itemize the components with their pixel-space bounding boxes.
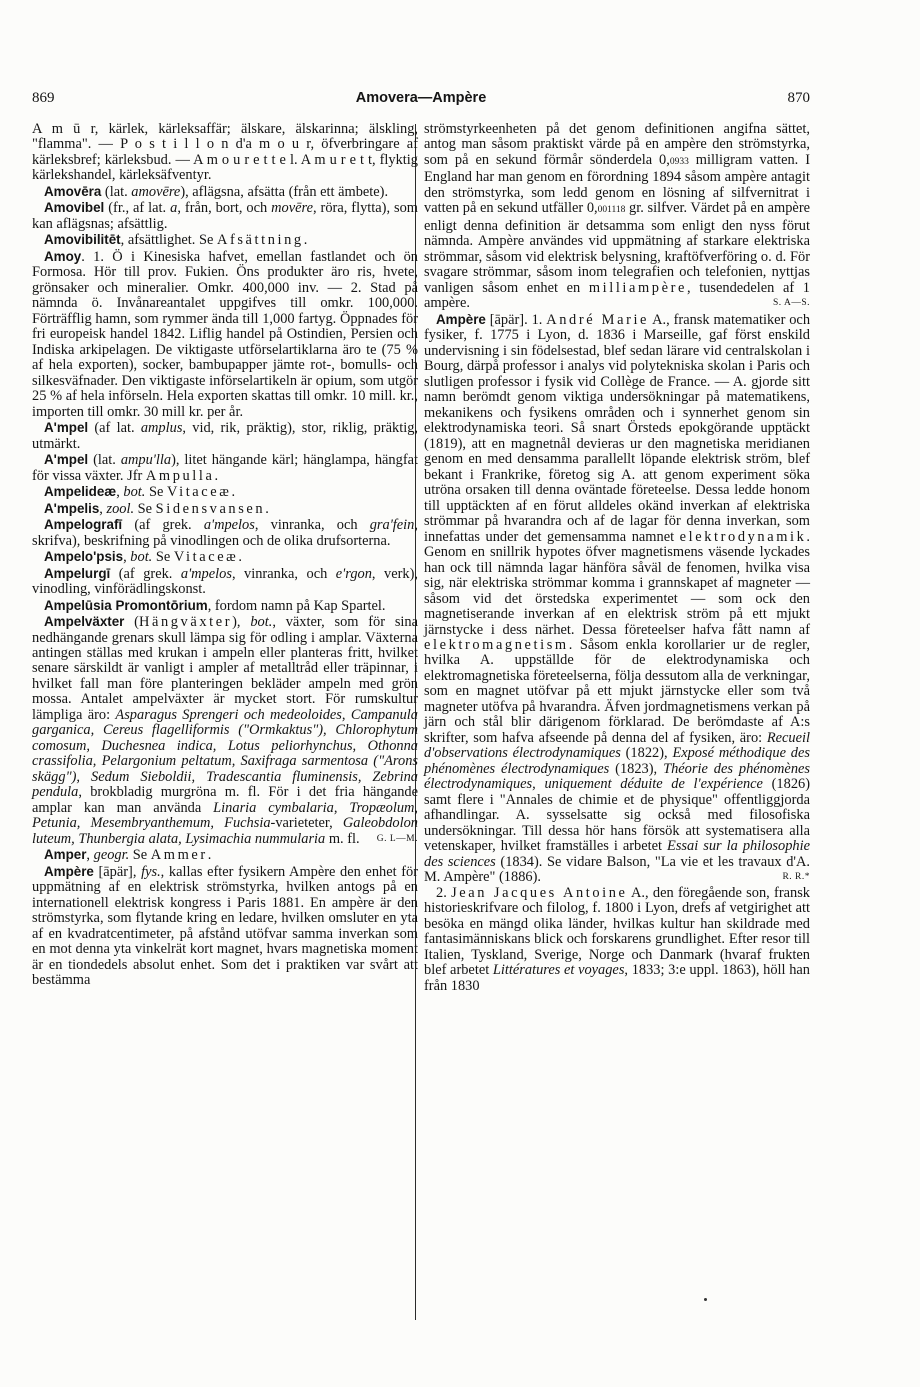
headword: A'mpel [44,452,89,468]
entry-ampelis: A'mpelis, zool. Se Sidensvansen. [44,500,269,517]
page-number-right: 870 [787,90,810,106]
headword: Amoy [44,248,82,264]
entry-amovibel: Amovibel (fr., af lat. a, från, bort, och movēre, röra, flytta), som kan aflägsnas; afsättlig. [32,200,418,232]
entry-ampelvaxter: Ampelväxter (Hängväxter), bot., växter, som för sina nedhängande grenars skull lämpa sig för odling i amplar. Växterna antingen ställas med krukan i ampeln eller planteras fritt, hvilket senare särskildt är vanligt i ampler af metalltråd eller träpinnar, i hvilket fall man före planteringen bekläder ampeln med grön mossa. Antalet ampelväxter är mycket stort. För rumskultur lämpliga äro: Asparagus Sprengeri och medeoloides, Campanula garganica, Cereus flagelliformis ("Ormkaktus"), Chlorophytum comosum, Duchesnea indica, Lotus peliorhynchus, Othonna crassifolia, Pelargonium peltatum, Saxifraga sarmentosa ("Arons skägg"), Sedum Sieboldii, Tradescantia fluminensis, Zebrina pendula, brokbladig murgröna m. fl. För i det fria hängande amplar kan man använda Linaria cymbalaria, Tropæolum, Petunia, Mesembryanthemum, Fuchsia-varieteter, Galeobdolon luteum, Thunbergia alata, Lysimachia nummularia m. fl. G. L—M. [32,614,419,847]
right-column [424,122,810,994]
entry-amovibilitet: Amovibilitēt, afsättlighet. Se Afsättning. [44,232,308,249]
entry-ampere-jean-jacques: 2. Jean Jacques Antoine A., den föregående son, fransk historieskrifvare och filolog, f. 1800 i Lyon, drefs af vetgirighet att besöka en mängd olika länder, hvilkas kultur han skildrade med fantasimänniskans blick och forskarens grundlighet. Efter resor till Italien, Tyskland, Sverige, Norge och Danmark (hvaraf frukten blef arbetet Littératures et voyages, 1833; 3:e uppl. 1863), höll han från 1830 [424,884,810,994]
entry-ampel-2: A'mpel (lat. ampu'lla), litet hängande kärl; hänglampa, hängfat för vissa växter. Jfr Ampulla. [32,452,418,484]
headword: Ampelurgī [44,565,111,581]
entry-amoy: Amoy. 1. Ö i Kinesiska hafvet, emellan fastlandet och ön Formosa. Hör till prov. Fukien. Öns produkter äro ris, hvete, grönsaker och mineralier. Omkr. 400,000 inv. — 2. Stad på nämnda ö. Invånareantalet uppgifves till omkr. 100,000. Förträfflig hamn, som rymmer ända till 1,000 fartyg. Öppnades för fri europeisk handel 1842. Liflig handel på Ostindien, Persien och Indiska arkipelagen. De viktigaste utförselartiklarna äro te (75 % af hela exporten), socker, bambupapper jämte rot-, bomulls- och silkesväfnader. Den viktigaste införselartikeln är opium, som utgör 25 % af hela införseln. Hela exporten skattas till omkr. 10 mill. kr., importen till omkr. 30 mill kr. per år. [32,248,418,420]
headword: Ampère [44,863,94,879]
headword: Amovibilitēt [44,232,121,248]
headword: Ampelideæ [44,484,117,500]
headword: Ampère [436,311,486,327]
entry-ampere-unit: Ampère [āpär], fys., kallas efter fysikern Ampère den enhet för uppmätning af en elektrisk strömstyrka, hvilken antogs på en internationell elektrisk kongress i Paris 1881. En ampère är den strömstyrka, som flytande kring en ledare, hvilken omsluter en yta af en kvadratcentimeter, på afstånd utöfvar samma inverkan som en mot denna yta vinkelrät kort magnet, hvars magnetiska moment är en tiondedels absolut enhet. Som det i praktiken var svårt att bestämma [32,863,419,989]
entry-ampelopsis: Ampelo'psis, bot. Se Vitaceæ. [44,549,242,566]
headword: A'mpelis [44,500,100,516]
entry-ampel-1: A'mpel (af lat. amplus, vid, rik, präktig), stor, riklig, präktig, utmärkt. [32,420,418,452]
running-title: Amovera—Ampère [355,90,487,106]
page-number-left: 869 [32,90,55,106]
entry-ampelurgi: Ampelurgī (af grek. a'mpelos, vinranka, och e'rgon, verk), vinodling, vinförädlingskonst. [32,565,418,598]
entry-ampelusia: Ampelūsia Promontōrium, fordom namn på Kap Spartel. [44,597,386,614]
headword: Ampelo'psis [44,549,124,565]
print-speck [704,1298,707,1301]
entry-amur: A m ū r, kärlek, kärleksaffär; älskare, älskarinna; älskling, "flamma". — P o s t i l l o n d'a m o u r, öfverbringare af kärleksbref; kärleksbud. — A m o u r e t t e l. A m u r e t t, flyktig kärlekshandel, kärleksäfventyr. [32,121,418,184]
left-column [32,122,418,989]
entry-ampelografi: Ampelografī (af grek. a'mpelos, vinranka, och gra'fein, skrifva), beskrifning på vinodlingen och de olika drufsorterna. [32,517,418,549]
headword: Amovēra [44,183,102,199]
entry-amovera: Amovēra (lat. amovēre), aflägsna, afsätta (från ett ämbete). [44,183,389,200]
headword: Ampelografī [44,517,123,533]
author-signature: S. A—S. [772,298,810,309]
entry-ampere-andre-marie: Ampère [āpär]. 1. André Marie A., fransk matematiker och fysiker, f. 1775 i Lyon, d. 1836 i Marseille, gaf först enskild undervisning i sin födelsestad, blef sedan lärare vid centralskolan i Bourg, därpå professor i analys vid polytekniska skolan i Paris och slutligen professor i fysik vid Collège de France. — A. gjorde sitt namn berömdt genom viktiga undersökningar på matematikens, mekanikens och fysikens områden och i synnerhet genom sin elektrodynamiska teori. Så snart Örsteds epokgörande upptäckt (1819), att en magnetnål devieras ur den magnetiska meridianen genom en med densamma parallellt löpande elektrisk ström, blef bekant i Frankrike, företog sig A. att genom experiment söka utröna orsaken till denna oväntade företeelse. Dessa ledde honom till upptäckten af en förut alldeles okänd inverkan af elektriska strömmar på hvarandra och af de lagar för denna inverkan, som innefattas under det gemensamma namnet elektrodynamik. Genom en snillrik hypotes öfver magnetismens väsende lyckades han ock till nämnda lagar hänföra såväl de fenomen, hvilka visa sig, när elektriska strömmar komma i grannskapet af magneter — såsom vid det örstedska experimentet — som ock den magnetiserande inverkan af en elektrisk ström på ett mjukt järnstycke i dess närhet. Dessa företeelser hafva fått namn af elektromagnetism. Såsom enkla korollarier ur de regler, hvilka A. uppställde för de elektrodynamiska och elektromagnetiska företeelserna, följa dessutom alla de verkningar, som en magnet utöfvar på ett mjukt järnstycke eller som två magneter utöfva på hvarandra. Äfven jordmagnetismens verkan på järn och stål blir därigenom förklarad. De berömdaste af A:s skrifter, som hafva afseende på denna del af fysiken, äro: Recueil d'observations électrodynamiques (1822), Exposé méthodique des phénomènes électrodynamiques (1823), Théorie des phénomènes électrodynamiques, uniquement déduite de l'expérience (1826) samt flere i "Annales de chimie et de physique" offentliggjorda afhandlingar. A. sysselsatte sig också med filosofiska undersökningar. Till dessa hör hans försök att systematisera alla vetenskaper, hvilket framställes i arbetet Essai sur la philosophie des sciences (1834). Se vidare Balson, "La vie et les travaux d'A. M. Ampère" (1886). R. R.* [424,311,811,886]
headword: A'mpel [44,420,89,436]
page-header [32,90,810,112]
headword: Amper [44,847,87,863]
entry-amper: Amper, geogr. Se Ammer. [44,847,212,864]
headword: Amovibel [44,200,105,216]
headword: Ampelväxter [44,614,125,630]
entry-ampere-unit-cont: strömstyrkeenheten på det genom definitionen angifna sättet, antog man såsom praktiskt värde på en ampère den strömstyrka, som på en sekund förmår sönderdela 0,0933 milligram vatten. I England har man genom en förordning 1894 såsom ampère antagit den strömstyrka, som ledd genom en lösning af silfvernitrat i vatten på en sekund utfäller 0,001118 gr. silfver. Värdet på en ampère enligt denna definition är detsamma som enligt den nyss förut nämnda. Ampère användes vid uppmätning af starkare elektriska strömmar, såsom vid elektrisk belysning, kraftöfverföring o. d. För svagare strömmar, såsom inom telegrafien och telefonien, nyttjas vanligen såsom enhet en milliampère, tusendedelen af 1 ampère. S. A—S. [424,121,810,312]
headword: Ampelūsia Promontōrium [44,597,208,613]
author-signature: R. R.* [782,872,810,883]
entry-ampelideae: Ampelideæ, bot. Se Vitaceæ. [44,484,236,501]
author-signature: G. L—M. [376,833,418,844]
